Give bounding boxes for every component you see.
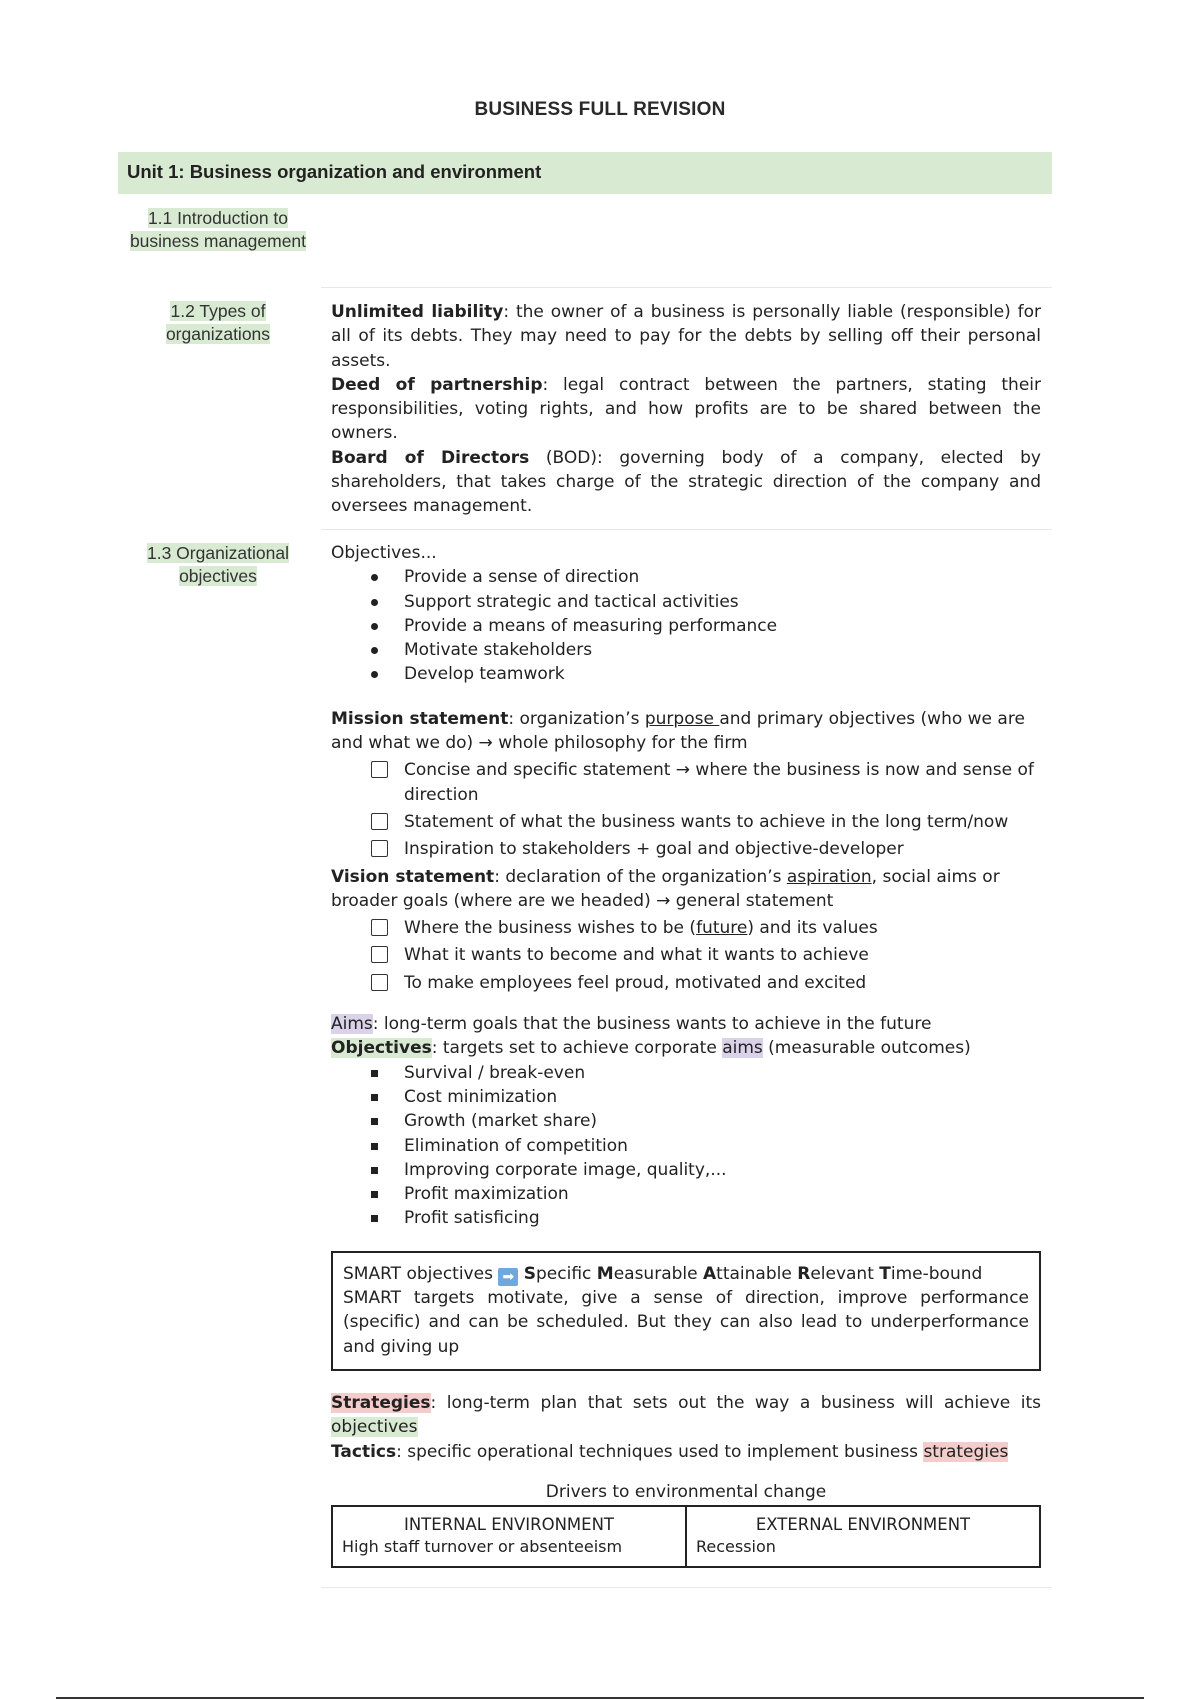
section-divider — [321, 1587, 1052, 1588]
section-1-2-content — [331, 300, 1041, 519]
deed-of-partnership-def — [331, 373, 1041, 446]
vision-check1-underlined: future — [696, 918, 748, 939]
section-1-1-label-text: 1.1 Introduction to business management — [129, 208, 307, 251]
environment-table — [331, 1505, 1041, 1568]
list-item: Profit satisficing — [331, 1206, 1041, 1230]
section-1-2-label-line1: 1.2 Types of — [170, 301, 266, 321]
table-row — [332, 1506, 1040, 1567]
strategies-text: : long-term plan that sets out the way a business will achieve its — [430, 1392, 1041, 1413]
vision-statement-def — [331, 865, 1041, 914]
smart-letter-a: A — [703, 1263, 717, 1284]
unit-heading: Unit 1: Business organization and environment — [118, 152, 1052, 194]
mission-text-post: and primary objectives (who we are and what we do) → whole philosophy for the firm — [331, 708, 1025, 754]
smart-letter-r: R — [797, 1263, 811, 1284]
section-1-1-label — [128, 207, 308, 253]
list-item: Cost minimization — [331, 1085, 1041, 1109]
right-arrow-icon: ➡ — [498, 1268, 518, 1286]
section-divider — [321, 529, 1052, 530]
section-1-3-content — [331, 541, 1041, 1568]
document-title: BUSINESS FULL REVISION — [474, 99, 726, 120]
section-1-2-label — [128, 300, 308, 346]
objective-benefits-list — [331, 565, 1041, 686]
checklist-item[interactable]: What it wants to become and what it wants to achieve — [331, 943, 1041, 967]
strategies-def — [331, 1391, 1041, 1440]
page-bottom-rule — [56, 1697, 1144, 1699]
deed-term: Deed of partnership — [331, 374, 543, 395]
list-item: Provide a sense of direction — [331, 565, 1041, 589]
objectives-text-pre: : targets set to achieve corporate — [431, 1038, 723, 1059]
section-1-2-label-line2: organizations — [165, 324, 271, 344]
checklist-item[interactable]: Inspiration to stakeholders + goal and objective-developer — [331, 837, 1041, 861]
vision-text-underlined: aspiration — [786, 866, 872, 887]
vision-text-post: , social aims or broader goals (where are we headed) → general statement — [331, 866, 1000, 911]
section-1-3-label-line1: 1.3 Organizational — [146, 543, 290, 563]
smart-word-time-bound: ime-bound — [890, 1263, 983, 1284]
list-item: Survival / break-even — [331, 1061, 1041, 1085]
checklist-item[interactable] — [331, 916, 1041, 940]
bod-text: (BOD): governing body of a company, elected by shareholders, that takes charge of the strategic direction of the company and oversees management. — [331, 447, 1041, 517]
mission-text-underlined: purpose — [644, 708, 720, 729]
internal-environment-cell — [332, 1506, 686, 1567]
aims-def — [331, 1012, 1041, 1036]
environment-table-caption: Drivers to environmental change — [545, 1481, 827, 1502]
vision-check1-pre: Where the business wishes to be ( — [404, 918, 697, 939]
smart-letter-s: S — [523, 1263, 536, 1284]
mission-text-pre: : organization’s — [508, 708, 645, 729]
mission-statement-def — [331, 707, 1041, 756]
board-of-directors-def — [331, 446, 1041, 519]
smart-word-specific: pecific — [536, 1263, 597, 1284]
list-item: Motivate stakeholders — [331, 638, 1041, 662]
checklist-item[interactable]: Concise and specific statement → where the business is now and sense of direction — [331, 758, 1041, 807]
vision-check1-post: ) and its values — [747, 918, 878, 939]
list-item: Profit maximization — [331, 1182, 1041, 1206]
list-item: Elimination of competition — [331, 1134, 1041, 1158]
section-divider — [321, 287, 1052, 288]
smart-heading — [343, 1262, 1029, 1286]
unlimited-liability-text: : the owner of a business is personally liable (responsible) for all of its debts. They may need to pay for the debts by selling off their personal assets. — [331, 302, 1041, 371]
deed-text: : legal contract between the partners, stating their responsibilities, voting rights, and how profits are to be shared between the owners. — [331, 374, 1041, 444]
objectives-intro: Objectives... — [331, 543, 437, 563]
smart-word-relevant: elevant — [810, 1263, 880, 1284]
strategies-term: Strategies — [331, 1392, 431, 1413]
vision-term: Vision statement — [331, 866, 495, 887]
tactics-text-strategies: strategies — [923, 1441, 1009, 1462]
checklist-item[interactable]: To make employees feel proud, motivated and excited — [331, 971, 1041, 995]
objectives-term: Objectives — [331, 1038, 432, 1059]
mission-term: Mission statement — [331, 708, 509, 729]
smart-objectives-box — [331, 1251, 1041, 1371]
smart-body: SMART targets motivate, give a sense of direction, improve performance (specific) and can be scheduled. But they can also lead to underperformance and giving up — [343, 1288, 1029, 1357]
objectives-text-post: (measurable outcomes) — [762, 1038, 971, 1059]
list-item: Improving corporate image, quality,... — [331, 1158, 1041, 1182]
objectives-def — [331, 1036, 1041, 1060]
objective-types-list — [331, 1061, 1041, 1231]
mission-checklist — [331, 758, 1041, 861]
vision-text-pre: : declaration of the organization’s — [494, 866, 787, 887]
list-item: Develop teamwork — [331, 662, 1041, 686]
internal-environment-item: High staff turnover or absenteeism — [342, 1537, 623, 1557]
unlimited-liability-def — [331, 300, 1041, 373]
external-environment-cell — [686, 1506, 1040, 1567]
smart-letter-m: M — [596, 1263, 614, 1284]
section-1-3-label — [128, 542, 308, 588]
smart-word-measurable: easurable — [613, 1263, 703, 1284]
smart-word-attainable: ttainable — [716, 1263, 798, 1284]
smart-letter-t: T — [879, 1263, 891, 1284]
bod-term: Board of Directors — [331, 447, 530, 468]
external-environment-item: Recession — [696, 1537, 776, 1557]
external-environment-header: EXTERNAL ENVIRONMENT — [755, 1515, 971, 1535]
tactics-text: : specific operational techniques used to implement business — [396, 1441, 924, 1462]
section-1-3-label-line2: objectives — [179, 566, 257, 586]
unlimited-liability-term: Unlimited liability — [331, 302, 504, 322]
strategies-text-objectives: objectives — [331, 1417, 418, 1438]
tactics-def — [331, 1440, 1041, 1464]
smart-label: SMART objectives — [343, 1263, 499, 1284]
list-item: Growth (market share) — [331, 1109, 1041, 1133]
aims-term: Aims — [331, 1014, 373, 1035]
checklist-item[interactable]: Statement of what the business wants to achieve in the long term/now — [331, 810, 1041, 834]
internal-environment-header: INTERNAL ENVIRONMENT — [403, 1515, 615, 1535]
aims-text: : long-term goals that the business wants to achieve in the future — [372, 1014, 932, 1035]
objectives-text-aims: aims — [722, 1038, 763, 1059]
tactics-term: Tactics — [331, 1441, 397, 1462]
list-item: Provide a means of measuring performance — [331, 614, 1041, 638]
vision-checklist — [331, 916, 1041, 995]
list-item: Support strategic and tactical activities — [331, 590, 1041, 614]
